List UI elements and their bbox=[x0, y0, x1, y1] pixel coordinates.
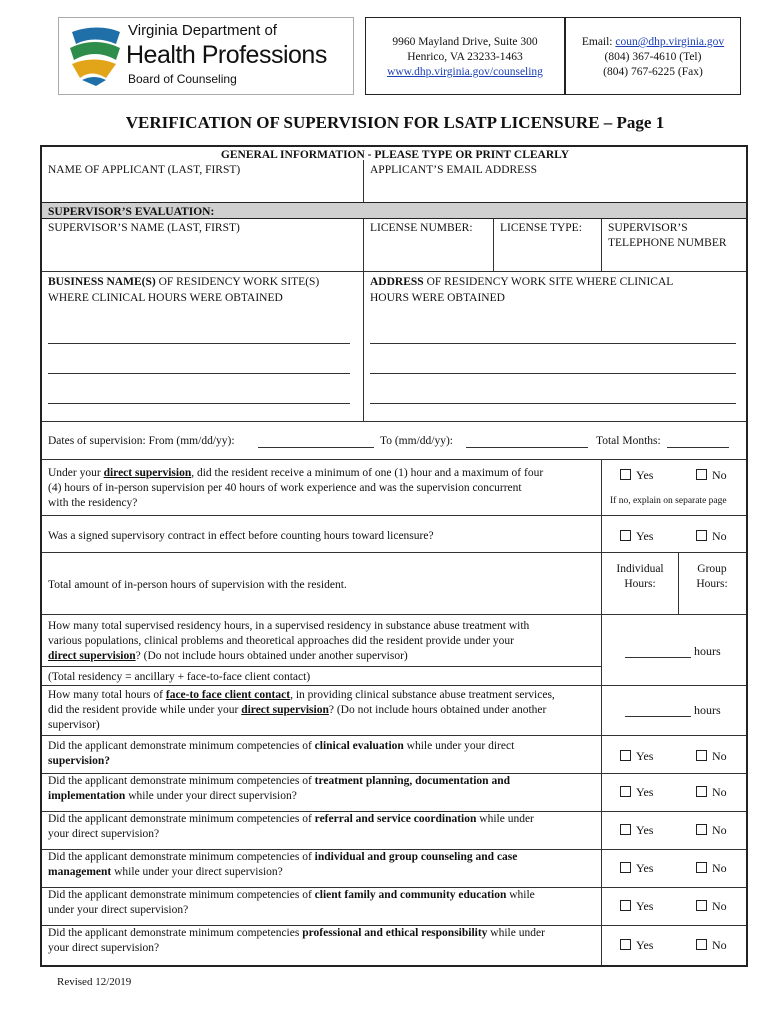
divider bbox=[601, 459, 602, 965]
logo-line-3: Board of Counseling bbox=[128, 72, 237, 86]
q4-hours-label: hours bbox=[694, 644, 721, 658]
q4-note: (Total residency = ancillary + face-to-face client contact) bbox=[48, 671, 311, 683]
q1-line-1 bbox=[48, 466, 543, 481]
competency-text-c: while bbox=[506, 889, 535, 901]
competency-bold: professional and ethical responsibility bbox=[302, 927, 488, 939]
group-hours-label-1: Group bbox=[697, 563, 727, 575]
dhp-logo-icon bbox=[66, 22, 124, 86]
no-label: No bbox=[712, 938, 727, 952]
checkbox-icon bbox=[620, 469, 631, 480]
address-label-1 bbox=[370, 275, 673, 290]
competency-yes[interactable] bbox=[620, 861, 653, 876]
competency-text: Did the applicant demonstrate minimum competencies of bbox=[48, 775, 315, 787]
address-line-3-field[interactable] bbox=[370, 403, 736, 404]
competency-text-c: while under bbox=[476, 813, 534, 825]
email-label: Email: bbox=[581, 36, 613, 48]
applicant-email-field[interactable] bbox=[366, 178, 744, 200]
business-line-2[interactable] bbox=[48, 373, 350, 374]
q1-no[interactable] bbox=[696, 468, 727, 483]
competency-line-1 bbox=[48, 739, 514, 754]
competency-yes[interactable] bbox=[620, 823, 653, 838]
competency-text: Did the applicant demonstrate minimum competencies of bbox=[48, 851, 315, 863]
business-line-1[interactable] bbox=[48, 343, 350, 344]
dates-from-field[interactable] bbox=[258, 447, 374, 448]
q4-direct-supervision: direct supervision bbox=[48, 650, 136, 662]
competency-text: Did the applicant demonstrate minimum competencies bbox=[48, 927, 303, 939]
competency-line-1 bbox=[48, 926, 545, 941]
page-title: VERIFICATION OF SUPERVISION FOR LSATP LICENSURE – Page 1 bbox=[125, 113, 665, 132]
competency-bold-2: supervision? bbox=[48, 755, 110, 767]
q2-no[interactable] bbox=[696, 529, 727, 544]
email-link[interactable]: coun@dhp.virginia.gov bbox=[615, 36, 725, 48]
competency-yes[interactable] bbox=[620, 938, 653, 953]
email-row bbox=[565, 35, 741, 50]
dates-to-label: To (mm/dd/yy): bbox=[380, 435, 453, 447]
q1-text-c: , did the resident receive a minimum of one (1) hour and a maximum of four bbox=[191, 467, 544, 479]
competency-text-e: while under your direct supervision? bbox=[111, 866, 283, 878]
website-link[interactable]: www.dhp.virginia.gov/counseling bbox=[387, 66, 543, 78]
supervisor-name-label: SUPERVISOR’S NAME (LAST, FIRST) bbox=[48, 222, 240, 234]
checkbox-icon bbox=[696, 824, 707, 835]
business-line-3[interactable] bbox=[48, 403, 350, 404]
supervisor-phone-label-2: TELEPHONE NUMBER bbox=[608, 237, 727, 249]
competency-no[interactable] bbox=[696, 785, 727, 800]
q5-line2-a: did the resident provide while under your bbox=[48, 704, 242, 716]
no-label: No bbox=[712, 899, 727, 913]
competency-bold-2: implementation bbox=[48, 790, 126, 802]
q5-line-2 bbox=[48, 703, 546, 718]
q4-line-3 bbox=[48, 649, 408, 664]
competency-no[interactable] bbox=[696, 899, 727, 914]
q5-line2-b: direct supervision bbox=[241, 704, 329, 716]
competency-text-e: your direct supervision? bbox=[48, 828, 160, 840]
applicant-name-label: NAME OF APPLICANT (LAST, FIRST) bbox=[48, 164, 241, 176]
q1-text-b: direct supervision bbox=[103, 467, 192, 479]
competency-bold-2: management bbox=[48, 866, 112, 878]
q2-yes[interactable] bbox=[620, 529, 653, 544]
divider bbox=[42, 685, 746, 686]
business-label-bold: BUSINESS NAME(S) bbox=[48, 276, 156, 288]
competency-line-2 bbox=[48, 865, 283, 880]
q5-a: How many total hours of bbox=[48, 689, 166, 701]
q1-text-a: Under your bbox=[48, 467, 104, 479]
no-label: No bbox=[712, 823, 727, 837]
competency-no[interactable] bbox=[696, 823, 727, 838]
yes-label: Yes bbox=[636, 749, 654, 763]
q5-b: face-to face client contact bbox=[165, 689, 291, 701]
website-row bbox=[365, 65, 565, 80]
supervisor-heading: SUPERVISOR’S EVALUATION: bbox=[48, 206, 215, 218]
no-label: No bbox=[712, 468, 727, 482]
q1-line-2: (4) hours of in-person supervision per 40 hours of work experience and was the supervision concurrent bbox=[48, 482, 522, 494]
address-label-rest: OF RESIDENCY WORK SITE WHERE CLINICAL bbox=[423, 276, 674, 288]
checkbox-icon bbox=[620, 750, 631, 761]
address-label-bold: ADDRESS bbox=[370, 276, 424, 288]
q5-line2-c: ? (Do not include hours obtained under another bbox=[328, 704, 547, 716]
divider bbox=[42, 614, 746, 615]
total-months-label: Total Months: bbox=[596, 435, 661, 447]
competency-text: Did the applicant demonstrate minimum competencies of bbox=[48, 813, 315, 825]
competency-text: Did the applicant demonstrate minimum competencies of bbox=[48, 740, 315, 752]
divider bbox=[363, 219, 364, 271]
address-line-2-field[interactable] bbox=[370, 373, 736, 374]
competency-no[interactable] bbox=[696, 861, 727, 876]
divider bbox=[363, 160, 364, 202]
divider bbox=[42, 666, 602, 667]
supervisor-phone-label-1: SUPERVISOR’S bbox=[608, 222, 688, 234]
checkbox-icon bbox=[696, 530, 707, 541]
competency-line-2 bbox=[48, 903, 188, 918]
checkbox-icon bbox=[620, 824, 631, 835]
yes-label: Yes bbox=[636, 785, 654, 799]
competency-text: Did the applicant demonstrate minimum competencies of bbox=[48, 889, 315, 901]
competency-no[interactable] bbox=[696, 749, 727, 764]
yes-label: Yes bbox=[636, 899, 654, 913]
checkbox-icon bbox=[696, 862, 707, 873]
form-frame bbox=[40, 145, 748, 967]
q5-hours-field[interactable] bbox=[625, 716, 691, 717]
competency-yes[interactable] bbox=[620, 785, 653, 800]
divider bbox=[42, 271, 746, 272]
business-label-2: WHERE CLINICAL HOURS WERE OBTAINED bbox=[48, 292, 283, 304]
checkbox-icon bbox=[620, 900, 631, 911]
q3-text: Total amount of in-person hours of supervision with the resident. bbox=[48, 579, 347, 591]
revised-date: Revised 12/2019 bbox=[57, 976, 132, 988]
q4-line-2: various populations, clinical problems and theoretical approaches did the resident provide under your bbox=[48, 635, 514, 647]
address-line-2: Henrico, VA 23233-1463 bbox=[407, 51, 523, 63]
q5-line-1 bbox=[48, 688, 555, 703]
competency-bold: clinical evaluation bbox=[314, 740, 404, 752]
checkbox-icon bbox=[620, 939, 631, 950]
yes-label: Yes bbox=[636, 938, 654, 952]
no-label: No bbox=[712, 529, 727, 543]
individual-hours-label-2: Hours: bbox=[624, 578, 656, 590]
group-hours-label-2: Hours: bbox=[696, 578, 728, 590]
yes-label: Yes bbox=[636, 529, 654, 543]
checkbox-icon bbox=[696, 900, 707, 911]
competency-yes[interactable] bbox=[620, 749, 653, 764]
divider bbox=[42, 552, 746, 553]
divider bbox=[493, 219, 494, 271]
competency-line-2 bbox=[48, 941, 159, 956]
total-months-field[interactable] bbox=[667, 447, 729, 448]
q4-line-3-rest: ? (Do not include hours obtained under another supervisor) bbox=[135, 650, 408, 662]
applicant-email-label: APPLICANT’S EMAIL ADDRESS bbox=[370, 164, 537, 176]
yes-label: Yes bbox=[636, 861, 654, 875]
q2-text: Was a signed supervisory contract in effect before counting hours toward licensure? bbox=[48, 530, 434, 542]
checkbox-icon bbox=[620, 786, 631, 797]
q5-hours-label: hours bbox=[694, 703, 721, 717]
divider bbox=[363, 271, 364, 421]
checkbox-icon bbox=[696, 786, 707, 797]
address-label-2: HOURS WERE OBTAINED bbox=[370, 292, 505, 304]
yes-label: Yes bbox=[636, 823, 654, 837]
competency-text-e: while under your direct supervision? bbox=[125, 790, 297, 802]
individual-hours-label-1: Individual bbox=[616, 563, 664, 575]
competency-bold: individual and group counseling and case bbox=[314, 851, 518, 863]
checkbox-icon bbox=[696, 750, 707, 761]
competency-bold: client family and community education bbox=[314, 889, 507, 901]
divider bbox=[42, 515, 746, 516]
competency-line-1 bbox=[48, 812, 534, 827]
q4-line-1: How many total supervised residency hours, in a supervised residency in substance abuse treatment with bbox=[48, 620, 530, 632]
competency-no[interactable] bbox=[696, 938, 727, 953]
checkbox-icon bbox=[696, 469, 707, 480]
competency-line-2 bbox=[48, 789, 297, 804]
q1-line-3: with the residency? bbox=[48, 497, 138, 509]
address-line-1: 9960 Mayland Drive, Suite 300 bbox=[392, 36, 538, 48]
checkbox-icon bbox=[696, 939, 707, 950]
applicant-name-field[interactable] bbox=[44, 178, 359, 200]
competency-text-c: while under your direct bbox=[403, 740, 515, 752]
business-label-1 bbox=[48, 275, 319, 290]
q5-c: , in providing clinical substance abuse treatment services, bbox=[290, 689, 555, 701]
logo-line-1: Virginia Department of bbox=[128, 22, 277, 39]
divider bbox=[42, 421, 746, 422]
no-label: No bbox=[712, 861, 727, 875]
q1-note: If no, explain on separate page bbox=[610, 496, 727, 506]
yes-label: Yes bbox=[636, 468, 654, 482]
phone-tel: (804) 367-4610 (Tel) bbox=[604, 51, 702, 63]
competency-text-c: while under bbox=[487, 927, 545, 939]
dates-from-label: Dates of supervision: From (mm/dd/yy): bbox=[48, 435, 235, 447]
competency-line-2 bbox=[48, 827, 159, 842]
divider bbox=[601, 219, 602, 271]
checkbox-icon bbox=[620, 530, 631, 541]
q5-line-3: supervisor) bbox=[48, 719, 100, 731]
divider bbox=[42, 459, 746, 460]
no-label: No bbox=[712, 749, 727, 763]
dates-to-field[interactable] bbox=[466, 447, 588, 448]
competency-line-2 bbox=[48, 754, 110, 769]
q1-yes[interactable] bbox=[620, 468, 653, 483]
q4-hours-field[interactable] bbox=[625, 657, 691, 658]
competency-bold: referral and service coordination bbox=[314, 813, 477, 825]
competency-line-1 bbox=[48, 850, 517, 865]
competency-text-e: your direct supervision? bbox=[48, 942, 160, 954]
competency-yes[interactable] bbox=[620, 899, 653, 914]
logo-line-2: Health Professions bbox=[126, 41, 327, 69]
general-heading: GENERAL INFORMATION - PLEASE TYPE OR PRINT CLEARLY bbox=[220, 149, 570, 161]
license-type-label: LICENSE TYPE: bbox=[500, 222, 582, 234]
competency-line-1 bbox=[48, 888, 535, 903]
checkbox-icon bbox=[620, 862, 631, 873]
phone-fax: (804) 767-6225 (Fax) bbox=[603, 66, 703, 78]
competency-line-1 bbox=[48, 774, 510, 789]
competency-bold: treatment planning, documentation and bbox=[314, 775, 510, 787]
divider bbox=[42, 735, 746, 736]
no-label: No bbox=[712, 785, 727, 799]
business-label-rest: OF RESIDENCY WORK SITE(S) bbox=[155, 276, 320, 288]
license-number-label: LICENSE NUMBER: bbox=[370, 222, 473, 234]
competency-text-e: under your direct supervision? bbox=[48, 904, 189, 916]
address-line-1-field[interactable] bbox=[370, 343, 736, 344]
